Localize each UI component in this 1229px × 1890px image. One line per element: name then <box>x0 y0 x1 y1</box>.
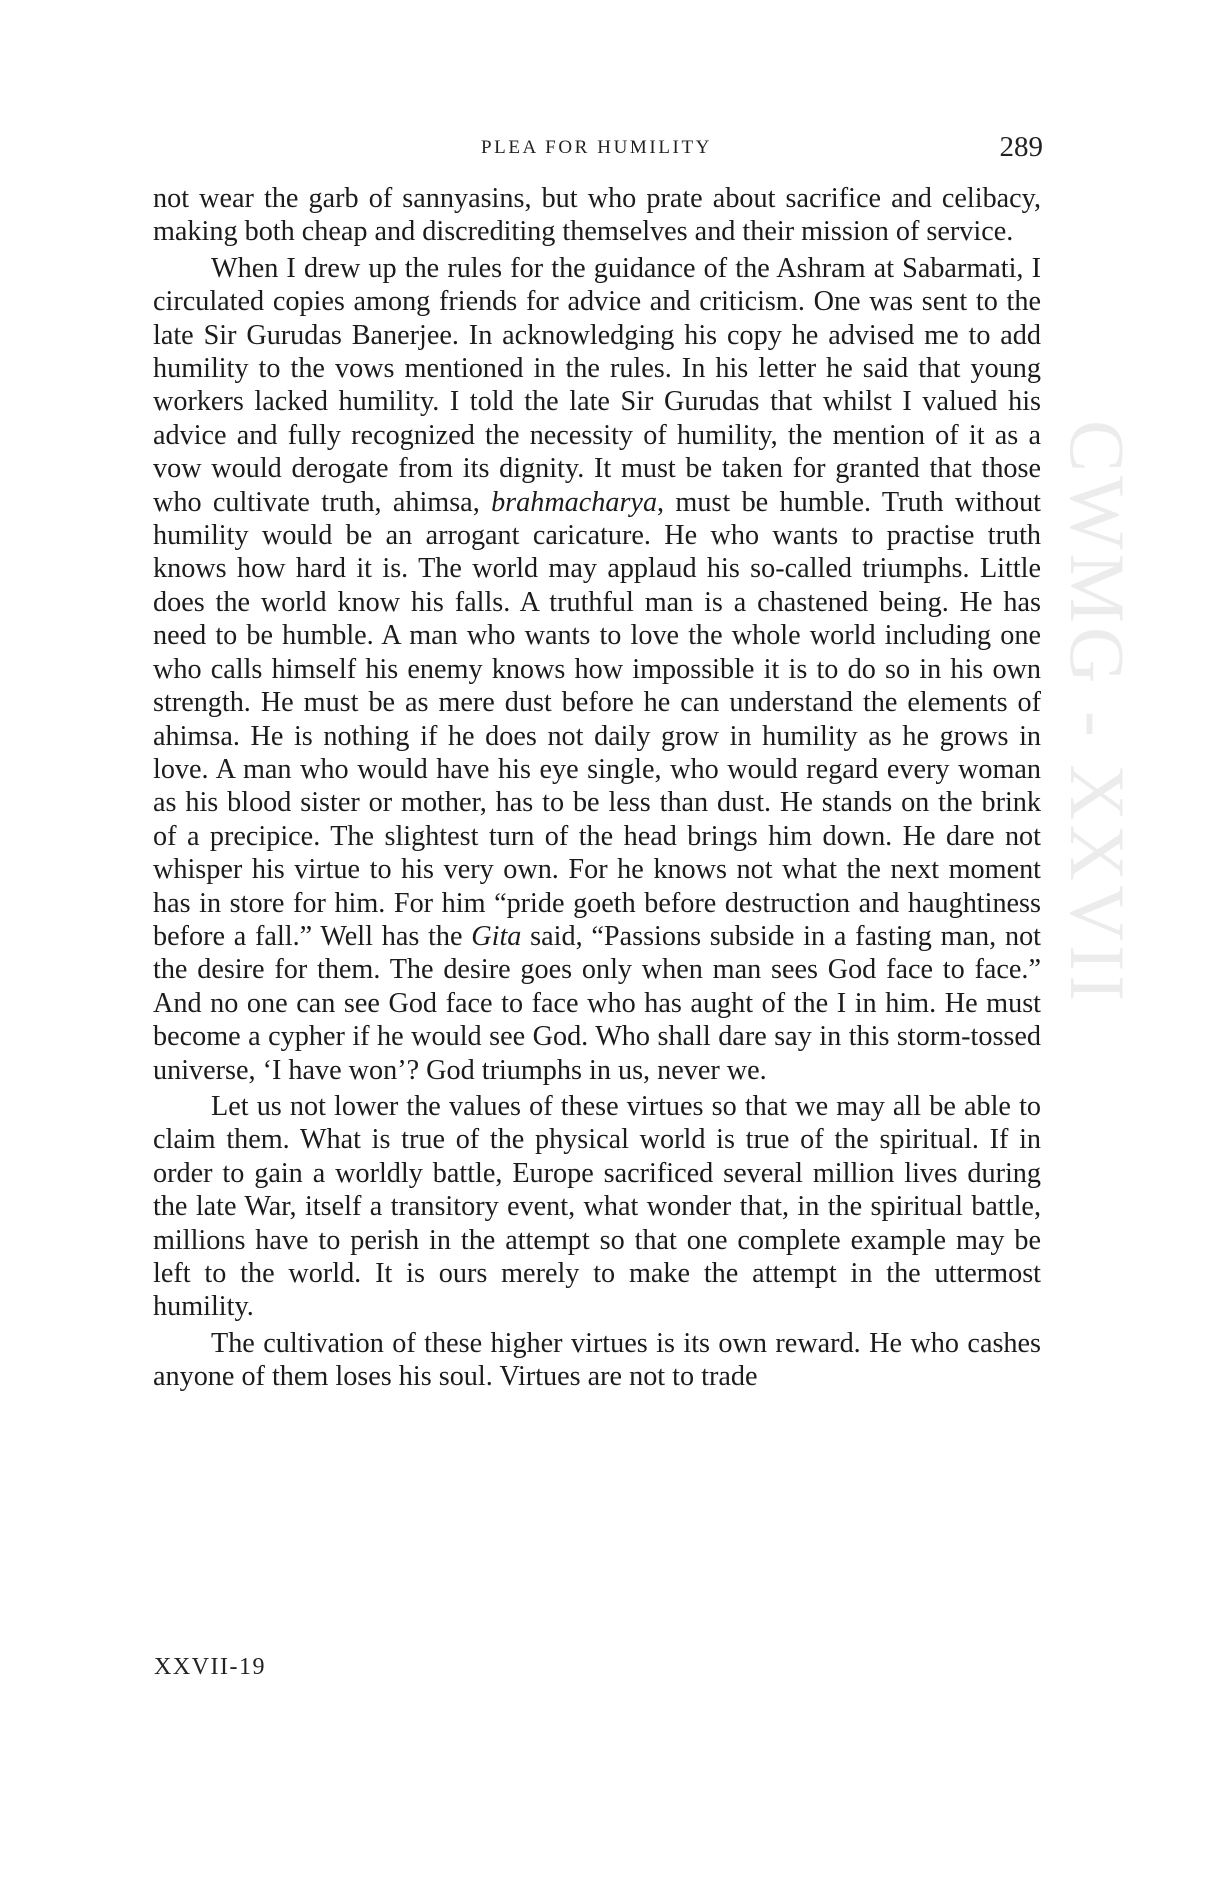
running-head <box>150 131 1043 171</box>
paragraph-2-text-a: When I drew up the rules for the guidance of the Ashram at Sabarmati, I circulated copies among friends for advice and criticism. One was sent to the late Sir Gurudas Banerjee. In acknowledging his copy he advised me to add humility to the vows mentioned in the rules. In his letter he said that young workers lacked humility. I told the late Sir Gurudas that whilst I valued his advice and fully recognized the necessity of humility, the mention of it as a vow would derogate from its dignity. It must be taken for granted that those who cultivate truth, ahimsa, <box>153 252 1041 518</box>
paragraph-2 <box>153 252 1041 1087</box>
paragraph-4 <box>153 1327 1041 1394</box>
paragraph-2-text-c: said, “Passions subside in a fasting man, not the desire for them. The desire goes only when man sees God face to face.” And no one can see God face to face who has aught of the I in him. He must become a cypher if he would see God. Who shall dare say in this storm-tossed universe, ‘I have won’? God triumphs in us, never we. <box>153 920 1041 1086</box>
signature-mark: XXVII-19 <box>154 1654 266 1680</box>
paragraph-1 <box>153 182 1041 249</box>
watermark-text: CWMG - XXVII <box>1054 420 1141 1006</box>
paragraph-3 <box>153 1090 1041 1324</box>
paragraph-3-text: Let us not lower the values of these virtues so that we may all be able to claim them. What is true of the physical world is true of the spiritual. If in order to gain a worldly battle, Europe sacrificed several million lives during the late War, itself a transitory event, what wonder that, in the spiritual battle, millions have to perish in the attempt so that one complete example may be left to the world. It is ours merely to make the attempt in the uttermost humility. <box>153 1090 1041 1323</box>
paragraph-2-text-b: , must be humble. Truth without humility would be an arrogant caricature. He who wants to practise truth knows how hard it is. The world may applaud his so-called triumphs. Little does the world know his falls. A truthful man is a chastened being. He has need to be humble. A man who wants to love the whole world including one who calls himself his enemy knows how impossible it is to do so in his own strength. He must be as mere dust before he can understand the elements of ahimsa. He is nothing if he does not daily grow in humility as he grows in love. A man who would have his eye single, who would regard every woman as his blood sister or mother, has to be less than dust. He stands on the brink of a precipice. The slightest turn of the head brings him down. He dare not whisper his virtue to his very own. For he knows not what the next moment has in store for him. For him “pride goeth before destruction and haughtiness before a fall.” Well has the <box>153 486 1041 952</box>
paragraph-4-text: The cultivation of these higher virtues is its own reward. He who cashes anyone of them loses his soul. Virtues are not to trade <box>153 1327 1041 1393</box>
paragraph-2-italic-gita: Gita <box>471 920 522 952</box>
volume-watermark <box>1054 420 1141 1480</box>
body-text <box>153 182 1041 1397</box>
paragraph-2-italic-brahmacharya: brahmacharya <box>491 486 658 518</box>
running-title: PLEA FOR HUMILITY <box>480 137 713 158</box>
paragraph-1-text: not wear the garb of sannyasins, but who prate about sacrifice and celibacy, making both cheap and discrediting themselves and their mission of service. <box>153 183 1041 248</box>
page-number: 289 <box>999 131 1043 163</box>
